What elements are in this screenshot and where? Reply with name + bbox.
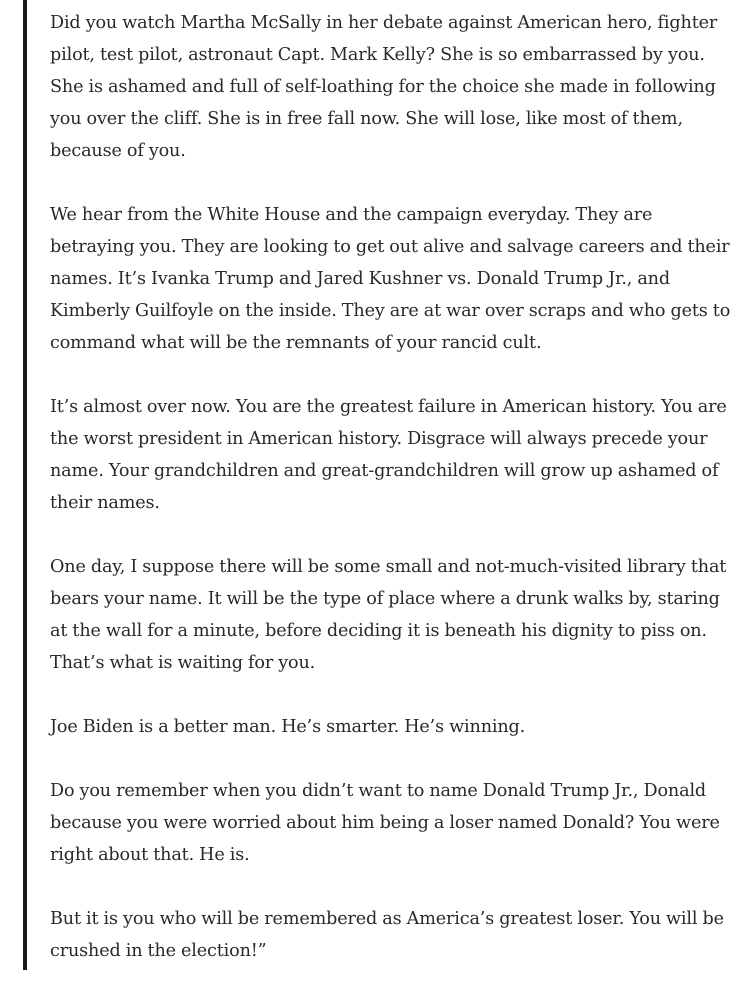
quote-paragraph: We hear from the White House and the campaign everyday. They are betraying you. They are looking to get out alive and salvage careers and their names. It’s Ivanka Trump and Jared Kushner vs. Donald Trump Jr., and Kimberly Guilfoyle on the inside. They are at war over scraps and who gets to command what will be the remnants of your rancid cult. (50, 205, 731, 353)
quote-paragraph: It’s almost over now. You are the greatest failure in American history. You are the worst president in American history. Disgrace will always precede your name. Your grandchildren and great-grandchildren will grow up ashamed of their names. (50, 397, 727, 513)
blockquote (23, 0, 742, 970)
quote-paragraph: Do you remember when you didn’t want to name Donald Trump Jr., Donald because you were worried about him being a loser named Donald? You were right about that. He is. (50, 781, 720, 865)
quote-paragraph: One day, I suppose there will be some small and not-much-visited library that bears your name. It will be the type of place where a drunk walks by, staring at the wall for a minute, before deciding it is beneath his dignity to piss on. That’s what is waiting for you. (50, 557, 727, 673)
quote-paragraph: But it is you who will be remembered as America’s greatest loser. You will be crushed in the election!” (50, 909, 724, 961)
quote-paragraph: Did you watch Martha McSally in her debate against American hero, fighter pilot, test pilot, astronaut Capt. Mark Kelly? She is so embarrassed by you. She is ashamed and full of self-loathing for the choice she made in following you over the cliff. She is in free fall now. She will lose, like most of them, because of you. (50, 13, 718, 161)
quote-paragraph: Joe Biden is a better man. He’s smarter. He’s winning. (50, 717, 526, 737)
quote-body (50, 0, 740, 999)
